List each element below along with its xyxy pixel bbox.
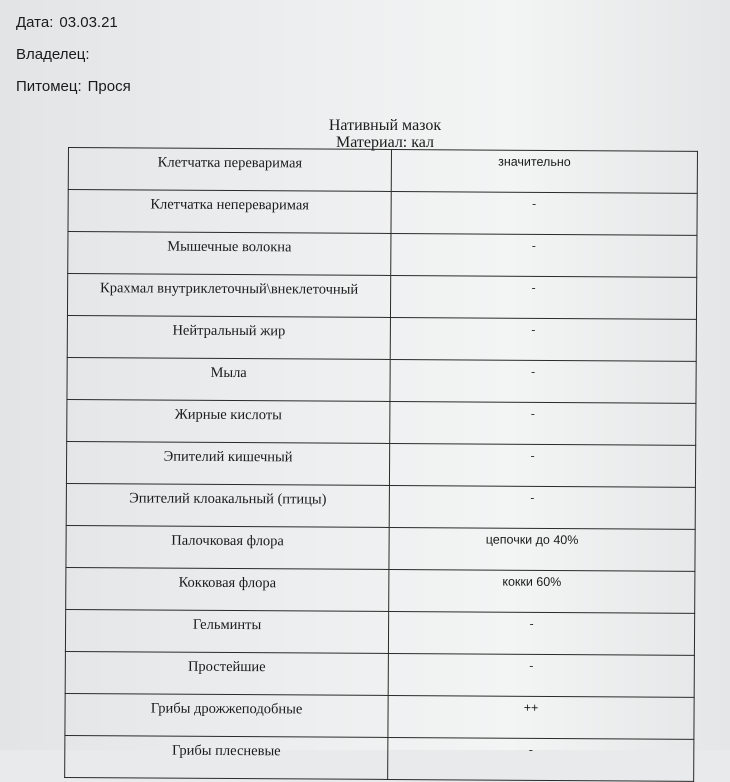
document-title: Нативный мазок — [328, 117, 442, 134]
table-row — [66, 567, 695, 613]
table-row — [67, 399, 696, 445]
result-cell: - — [388, 611, 694, 655]
parameter-cell: Крахмал внутриклеточный\внеклеточный — [67, 274, 390, 318]
date-label: Дата: — [16, 14, 54, 31]
result-cell: - — [388, 653, 694, 697]
parameter-cell: Палочковая флора — [66, 525, 389, 569]
table-row — [65, 735, 694, 781]
table-row — [68, 190, 697, 236]
table-row — [66, 525, 695, 571]
material-line: Материал: кал — [336, 134, 434, 151]
owner-line — [16, 46, 96, 63]
parameter-cell: Простейшие — [65, 651, 388, 695]
result-cell: - — [389, 485, 695, 529]
parameter-cell: Жирные кислоты — [67, 399, 390, 443]
parameter-cell: Мыла — [67, 357, 390, 401]
parameter-cell: Клетчатка непереваримая — [68, 190, 391, 234]
table-row — [65, 651, 694, 697]
pet-line — [16, 78, 131, 95]
parameter-cell: Эпителий кишечный — [66, 441, 389, 485]
parameter-cell: Грибы плесневые — [65, 735, 388, 779]
table-row — [65, 609, 694, 655]
table-row — [67, 274, 696, 320]
table-row — [68, 232, 697, 278]
parameter-cell: Грибы дрожжеподобные — [65, 693, 388, 737]
result-cell: - — [390, 401, 696, 445]
result-cell: - — [390, 359, 696, 403]
table-row — [66, 483, 695, 529]
table-body — [65, 148, 698, 782]
pet-label: Питомец: — [16, 78, 82, 95]
result-cell: - — [390, 317, 696, 361]
result-cell: цепочки до 40% — [389, 527, 695, 571]
table-row — [67, 357, 696, 403]
table-row — [67, 315, 696, 361]
result-cell: - — [391, 233, 697, 277]
parameter-cell: Эпителий клоакальный (птицы) — [66, 483, 389, 527]
date-line — [16, 14, 118, 31]
result-cell: значительно — [391, 149, 697, 193]
parameter-cell: Клетчатка переваримая — [68, 148, 391, 192]
result-cell: - — [390, 275, 696, 319]
date-value: 03.03.21 — [59, 14, 118, 31]
parameter-cell: Нейтральный жир — [67, 315, 390, 359]
table-row — [65, 693, 694, 739]
table-row — [66, 441, 695, 487]
parameter-cell: Гельминты — [65, 609, 388, 653]
result-cell: - — [389, 443, 695, 487]
owner-label: Владелец: — [16, 46, 90, 63]
smear-results-table — [64, 147, 698, 782]
result-cell: - — [388, 737, 694, 781]
parameter-cell: Кокковая флора — [66, 567, 389, 611]
result-cell: кокки 60% — [389, 569, 695, 613]
parameter-cell: Мышечные волокна — [68, 232, 391, 276]
result-cell: - — [391, 191, 697, 235]
pet-value: Прося — [87, 78, 131, 95]
result-cell: ++ — [388, 695, 694, 739]
table-row — [68, 148, 697, 194]
